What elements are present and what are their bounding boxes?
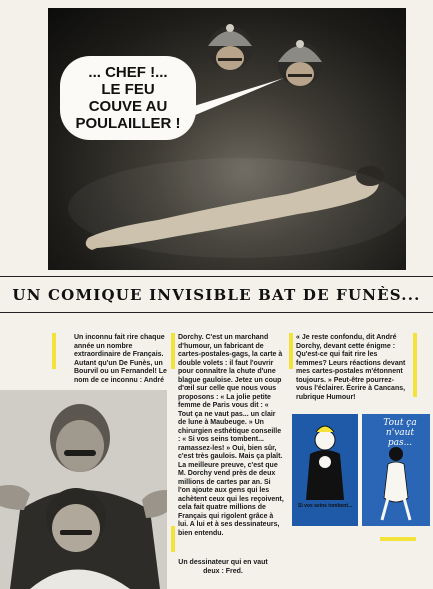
highlight-bar: [413, 333, 417, 397]
speech-bubble: [60, 56, 196, 140]
column-text: « Je reste confondu, dit André Dorchy, devant cette énigme : Qu'est-ce qui fait rire les femmes? Leurs réactions devant mes cartes-postales m'étonnent toujours. » Peut-être pourrez-vous l'éclairer. Écrire à Cancans, rubrique Humour!: [296, 334, 406, 401]
highlight-bar: [171, 333, 175, 369]
article-column-2: [178, 334, 284, 538]
bubble-line: COUVE AU: [88, 98, 168, 115]
cartoon-panel: [292, 414, 430, 526]
cartoon-left: [292, 414, 358, 526]
headline-rule-bottom: [0, 312, 433, 313]
headline-rule-top: [0, 276, 433, 277]
cartoon-right: [362, 414, 430, 526]
column-text: Dorchy. C'est un marchand d'humour, un fabricant de cartes-postales-gags, la carte à double volets : il faut l'ouvrir pour connaître la chute d'une blague gauloise. Jetez un coup d'œil sur celle que nous vous proposons : « La jolie petite femme de Paris vous dit : « Tout ça ne vaut pas... un clair de lune à Maubeuge. » Un chirurgien esthétique conseille : « Si vos seins tombent... ramassez-les! » Oui, bien sûr, c'est très gaulois. Mais ça plaît. La meilleure preuve, c'est que M. Dorchy vend près de deux millions de cartes par an. Si l'on ajoute aux gens qui les achètent ceux qui les reçoivent, cela fait quatre millions de Français qui rigolent grâce à lui. A lui et à ses dessinateurs, bien entendu.: [178, 334, 284, 537]
fireman-right: [278, 40, 322, 86]
article-column-1: [74, 334, 169, 385]
photo-caption: Un dessinateur qui en vaut deux : Fred.: [178, 559, 268, 575]
comedians-photo: [0, 390, 167, 589]
article-column-3: [296, 334, 408, 402]
highlight-bar: [52, 333, 56, 369]
cartoon-left-drawing: [292, 414, 358, 526]
highlight-bar: [289, 333, 293, 369]
comedians-photo-illustration: [0, 390, 167, 589]
column-text: Un inconnu fait rire chaque année un nombre extraordinaire de Français. Autant qu'un De Funès, un Bourvil ou un Fernandel! Le nom de ce inconnu : André: [74, 334, 167, 384]
speech-bubble-tail: [188, 78, 284, 118]
headline: UN COMIQUE INVISIBLE BAT DE FUNÈS...: [12, 286, 421, 304]
fireman-left: [208, 24, 252, 70]
cartoon-label: Si vos seins tombent...: [298, 503, 353, 509]
highlight-bar: [171, 526, 175, 552]
bubble-line: LE FEU: [101, 81, 155, 98]
bubble-line: POULAILLER !: [75, 115, 181, 132]
top-photo: [48, 8, 406, 270]
bubble-line: ... CHEF !...: [88, 64, 168, 81]
highlight-bar: [380, 537, 416, 541]
cartoon-bubble-text: Tout ça n'vaut pas...: [383, 418, 417, 448]
